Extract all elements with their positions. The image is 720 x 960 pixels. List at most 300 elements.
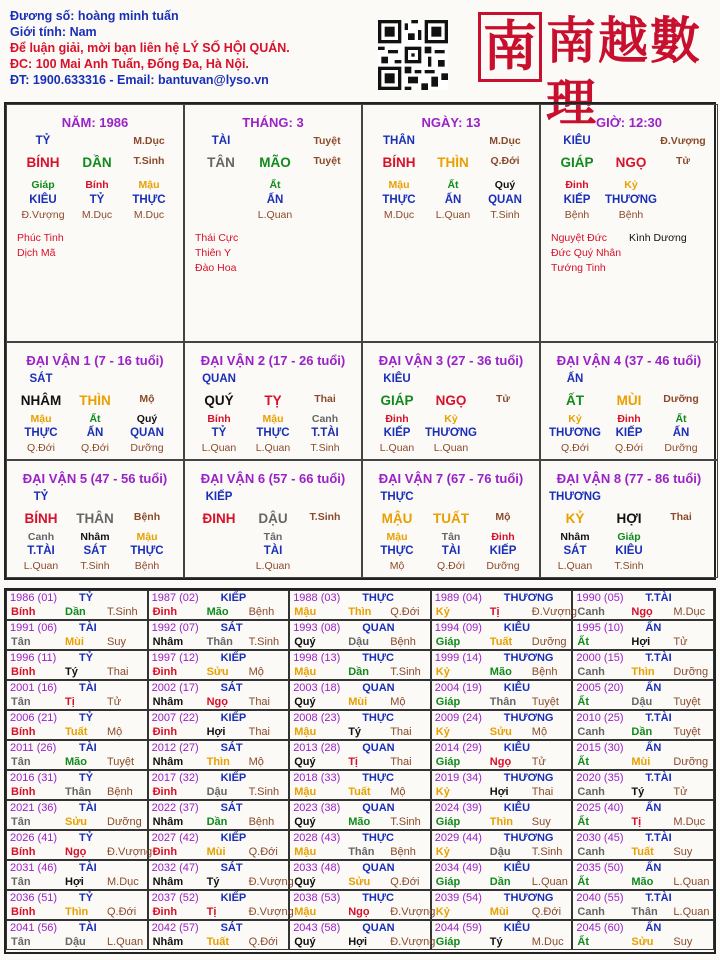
year-stage: L.Quan bbox=[107, 936, 144, 948]
dai-van-cell bbox=[184, 460, 362, 578]
year-cell bbox=[431, 800, 573, 830]
year-cell bbox=[572, 800, 714, 830]
year-cell bbox=[6, 890, 148, 920]
year-label: 1989 (04) bbox=[434, 592, 482, 604]
pillar-branch-stage: Q.Đới bbox=[490, 155, 520, 167]
hidden-stem: Kỷ bbox=[568, 413, 582, 425]
year-label: 2010 (25) bbox=[576, 712, 624, 724]
year-label: 2000 (15) bbox=[576, 652, 624, 664]
year-god: ẤN bbox=[645, 742, 662, 754]
hidden-god: T.TÀI bbox=[27, 545, 55, 557]
hidden-god: THỰC bbox=[256, 427, 290, 439]
star-list bbox=[551, 231, 621, 276]
pillar-stem: GIÁP bbox=[560, 155, 594, 170]
year-cell bbox=[431, 590, 577, 620]
year-stem: Tân bbox=[11, 696, 31, 708]
year-stage: Đ.Vượng bbox=[390, 936, 436, 948]
star-list bbox=[17, 231, 64, 261]
year-stem: Đinh bbox=[152, 906, 178, 918]
year-cell bbox=[431, 710, 573, 740]
year-cell bbox=[431, 920, 573, 950]
year-god: ẤN bbox=[645, 862, 662, 874]
hidden-stem: Bính bbox=[85, 179, 109, 191]
year-label: 2034 (49) bbox=[434, 862, 482, 874]
year-stage: Suy bbox=[673, 936, 693, 948]
hidden-god: THỰC bbox=[24, 427, 58, 439]
year-stage: Đ.Vượng bbox=[531, 606, 577, 618]
year-god: THƯƠNG bbox=[503, 772, 554, 784]
year-stem: Nhâm bbox=[152, 696, 184, 708]
year-cell bbox=[148, 770, 290, 800]
year-cell bbox=[148, 800, 290, 830]
year-branch: Tý bbox=[206, 876, 220, 888]
year-label: 2016 (31) bbox=[10, 772, 58, 784]
hidden-stem: Canh bbox=[311, 413, 339, 425]
hidden-stem: Đinh bbox=[385, 413, 409, 425]
star-item: Đức Quý Nhân bbox=[551, 247, 622, 259]
year-god: TÀI bbox=[79, 922, 97, 934]
year-stem: Bính bbox=[11, 666, 36, 678]
year-god: KIẾP bbox=[220, 652, 247, 664]
year-stem: Canh bbox=[577, 726, 605, 738]
year-label: 2005 (20) bbox=[576, 682, 624, 694]
owner-gender: Giới tính: Nam bbox=[10, 25, 97, 39]
year-stage: Bệnh bbox=[248, 606, 275, 618]
year-label: 2041 (56) bbox=[10, 922, 58, 934]
yearly-table bbox=[4, 588, 716, 954]
hidden-god: THỰC bbox=[130, 545, 164, 557]
year-god: QUAN bbox=[362, 682, 395, 694]
year-label: 2028 (43) bbox=[293, 832, 341, 844]
year-stage: Đ.Vượng bbox=[248, 906, 294, 918]
year-god: KIẾP bbox=[220, 892, 247, 904]
dai-van-branch: HỢI bbox=[616, 511, 642, 526]
year-branch: Mão bbox=[489, 666, 512, 678]
dai-van-cell bbox=[540, 342, 718, 460]
year-god: THỰC bbox=[362, 772, 394, 784]
year-branch: Tị bbox=[206, 906, 217, 918]
hidden-stage: Bệnh bbox=[618, 209, 644, 221]
year-branch: Thân bbox=[206, 636, 233, 648]
year-god: KIÊU bbox=[503, 862, 531, 874]
year-label: 2043 (58) bbox=[293, 922, 341, 934]
year-label: 2002 (17) bbox=[151, 682, 199, 694]
year-cell bbox=[431, 650, 573, 680]
year-stem: Canh bbox=[577, 846, 605, 858]
year-stage: Suy bbox=[107, 636, 126, 648]
year-cell bbox=[289, 800, 431, 830]
year-cell bbox=[572, 920, 714, 950]
brand-logo: 南越數理 bbox=[546, 11, 702, 132]
year-stage: Bệnh bbox=[531, 666, 558, 678]
pillar-stage: Đ.Vượng bbox=[660, 135, 706, 147]
hidden-stage: L.Quan bbox=[557, 560, 593, 572]
year-cell bbox=[6, 680, 148, 710]
year-label: 2030 (45) bbox=[576, 832, 624, 844]
year-stem: Bính bbox=[11, 906, 36, 918]
pillar-branch-stage: Tử bbox=[675, 155, 691, 167]
hidden-god: T.TÀI bbox=[311, 427, 339, 439]
pillar-stage: Tuyệt bbox=[313, 135, 341, 147]
year-branch: Ngọ bbox=[489, 756, 512, 768]
year-branch: Hợi bbox=[206, 726, 226, 738]
year-label: 1997 (12) bbox=[151, 652, 199, 664]
year-branch: Tị bbox=[65, 696, 75, 708]
year-branch: Sửu bbox=[206, 666, 229, 678]
year-stem: Mậu bbox=[294, 606, 317, 618]
year-stem: Tân bbox=[11, 816, 31, 828]
year-label: 1990 (05) bbox=[576, 592, 624, 604]
year-label: 1999 (14) bbox=[434, 652, 482, 664]
year-stem: Giáp bbox=[435, 816, 461, 828]
hidden-stage: L.Quan bbox=[201, 442, 237, 454]
year-label: 2029 (44) bbox=[434, 832, 482, 844]
year-cell bbox=[289, 740, 431, 770]
hidden-god: THỰC bbox=[382, 194, 416, 206]
hidden-stem: Bính bbox=[207, 413, 231, 425]
year-label: 2001 (16) bbox=[10, 682, 58, 694]
year-god: TỶ bbox=[79, 892, 94, 904]
year-stage: Q.Đới bbox=[390, 606, 420, 618]
hidden-stage: Dưỡng bbox=[130, 442, 164, 454]
year-cell bbox=[572, 710, 714, 740]
year-god: THỰC bbox=[362, 652, 394, 664]
year-stage: Suy bbox=[531, 816, 551, 828]
year-stage: M.Dục bbox=[673, 606, 706, 618]
year-stage: Suy bbox=[673, 846, 693, 858]
dai-van-stage: Dưỡng bbox=[663, 393, 699, 405]
year-label: 2038 (53) bbox=[293, 892, 341, 904]
year-stem: Ất bbox=[577, 876, 589, 888]
dai-van-stem: ẤT bbox=[566, 393, 584, 408]
year-branch: Thìn bbox=[65, 906, 89, 918]
year-label: 2025 (40) bbox=[576, 802, 624, 814]
pillar-god: THÂN bbox=[383, 135, 415, 147]
pillar-stage: M.Dục bbox=[489, 135, 521, 147]
year-cell bbox=[6, 650, 148, 680]
year-label: 2004 (19) bbox=[434, 682, 482, 694]
year-branch: Dần bbox=[631, 726, 653, 738]
year-cell bbox=[289, 590, 431, 620]
year-god: THƯƠNG bbox=[503, 592, 554, 604]
dai-van-god: THƯƠNG bbox=[549, 491, 601, 503]
dai-van-branch: THÂN bbox=[76, 511, 114, 526]
dai-van-stem: ĐINH bbox=[202, 511, 236, 526]
year-stem: Ất bbox=[577, 696, 589, 708]
hidden-stem: Mậu bbox=[262, 413, 284, 425]
hidden-god: TÀI bbox=[263, 545, 283, 557]
year-branch: Dần bbox=[65, 606, 86, 618]
year-label: 2044 (59) bbox=[434, 922, 482, 934]
year-label: 2036 (51) bbox=[10, 892, 58, 904]
year-label: 2012 (27) bbox=[151, 742, 199, 754]
hidden-stem: Ất bbox=[89, 413, 101, 425]
year-branch: Thân bbox=[65, 786, 92, 798]
pillar-stem: BÍNH bbox=[382, 155, 416, 170]
dai-van-god: QUAN bbox=[202, 373, 236, 385]
dai-van-stem: BÍNH bbox=[24, 511, 58, 526]
hidden-stem: Nhâm bbox=[80, 531, 110, 543]
pillar-cell bbox=[6, 104, 184, 342]
year-cell bbox=[289, 770, 431, 800]
year-stem: Mậu bbox=[294, 906, 317, 918]
dai-van-cell bbox=[362, 342, 540, 460]
year-god: ẤN bbox=[645, 922, 662, 934]
year-stage: Thai bbox=[531, 786, 554, 798]
year-stem: Canh bbox=[577, 606, 605, 618]
year-cell bbox=[431, 890, 573, 920]
year-stem: Đinh bbox=[152, 606, 178, 618]
year-stage: Q.Đới bbox=[107, 906, 137, 918]
hidden-stage: Bệnh bbox=[564, 209, 590, 221]
year-label: 2021 (36) bbox=[10, 802, 58, 814]
year-stage: Tử bbox=[107, 696, 122, 708]
pillar-stage: M.Dục bbox=[133, 135, 165, 147]
year-cell bbox=[148, 740, 290, 770]
year-stage: L.Quan bbox=[673, 876, 710, 888]
year-stage: M.Dục bbox=[107, 876, 139, 888]
year-label: 1986 (01) bbox=[10, 592, 58, 604]
year-stage: Bệnh bbox=[248, 816, 275, 828]
year-stem: Bính bbox=[11, 606, 36, 618]
dai-van-god: SÁT bbox=[29, 373, 53, 385]
year-label: 2017 (32) bbox=[151, 772, 199, 784]
year-cell bbox=[572, 590, 714, 620]
year-label: 1994 (09) bbox=[434, 622, 482, 634]
year-god: TÀI bbox=[79, 802, 97, 814]
year-branch: Dậu bbox=[65, 936, 86, 948]
dai-van-branch: NGỌ bbox=[435, 393, 467, 408]
year-stem: Quý bbox=[294, 816, 316, 828]
hidden-stage: Đ.Vượng bbox=[21, 209, 65, 221]
year-cell bbox=[6, 620, 148, 650]
year-god: T.TÀI bbox=[645, 772, 672, 784]
year-branch: Mão bbox=[631, 876, 654, 888]
year-stem: Kỷ bbox=[435, 906, 450, 918]
dai-van-stage: Mộ bbox=[139, 393, 155, 405]
hidden-stem: Mậu bbox=[388, 179, 410, 191]
year-stage: Dưỡng bbox=[673, 666, 709, 678]
year-stem: Nhâm bbox=[152, 636, 184, 648]
year-stem: Quý bbox=[294, 936, 316, 948]
year-stem: Kỷ bbox=[435, 846, 450, 858]
year-label: 2009 (24) bbox=[434, 712, 482, 724]
year-cell bbox=[6, 770, 148, 800]
star-item: Phúc Tinh bbox=[17, 232, 64, 244]
hidden-stem: Ất bbox=[447, 179, 459, 191]
year-stem: Bính bbox=[11, 726, 36, 738]
hidden-stem: Mậu bbox=[386, 531, 408, 543]
dai-van-title: ĐẠI VẬN 4 (37 - 46 tuổi) bbox=[556, 353, 702, 368]
year-label: 1991 (06) bbox=[10, 622, 58, 634]
hidden-stage: Mộ bbox=[389, 560, 405, 572]
dai-van-title: ĐẠI VẬN 6 (57 - 66 tuổi) bbox=[200, 471, 346, 486]
year-god: THƯƠNG bbox=[503, 652, 554, 664]
hidden-god: THƯƠNG bbox=[549, 427, 601, 439]
year-stage: Tuyệt bbox=[107, 756, 135, 768]
year-cell bbox=[148, 620, 290, 650]
hidden-stem: Ất bbox=[269, 179, 281, 191]
year-branch: Hợi bbox=[348, 936, 368, 948]
dai-van-god: ẤN bbox=[566, 373, 584, 385]
year-cell bbox=[431, 770, 573, 800]
year-cell bbox=[289, 680, 431, 710]
year-stage: Mộ bbox=[248, 666, 264, 678]
hidden-stage: Dưỡng bbox=[664, 442, 698, 454]
hidden-god: KIẾP bbox=[383, 427, 411, 439]
year-cell bbox=[431, 620, 573, 650]
year-stem: Ất bbox=[577, 636, 589, 648]
year-stem: Quý bbox=[294, 756, 316, 768]
dai-van-title: ĐẠI VẬN 1 (7 - 16 tuổi) bbox=[26, 353, 164, 368]
year-label: 2023 (38) bbox=[293, 802, 341, 814]
year-stage: Tuyệt bbox=[673, 726, 701, 738]
hidden-stage: L.Quan bbox=[433, 442, 469, 454]
year-cell bbox=[431, 860, 573, 890]
year-stage: T.Sinh bbox=[248, 636, 280, 648]
year-stem: Tân bbox=[11, 756, 31, 768]
year-label: 2022 (37) bbox=[151, 802, 199, 814]
year-stem: Mậu bbox=[294, 786, 317, 798]
hidden-stage: L.Quan bbox=[379, 442, 415, 454]
year-label: 2007 (22) bbox=[151, 712, 199, 724]
year-branch: Dần bbox=[489, 876, 511, 888]
dai-van-stage: Thai bbox=[670, 511, 692, 523]
year-stage: Q.Đới bbox=[531, 906, 562, 918]
year-stage: Dưỡng bbox=[531, 636, 567, 648]
dai-van-god: KIÊU bbox=[383, 373, 411, 385]
hidden-god: THƯƠNG bbox=[425, 427, 477, 439]
year-branch: Dậu bbox=[348, 636, 369, 648]
year-cell bbox=[572, 770, 714, 800]
hidden-stage: Q.Đới bbox=[561, 442, 589, 454]
pillar-god: TÀI bbox=[211, 135, 231, 147]
year-stage: M.Dục bbox=[531, 936, 564, 948]
dai-van-stem: NHÂM bbox=[20, 393, 62, 408]
year-cell bbox=[289, 890, 436, 920]
phone-email-line: ĐT: 1900.633316 - Email: bantuvan@lyso.vn bbox=[10, 73, 269, 87]
pillar-title: THÁNG: 3 bbox=[242, 115, 304, 130]
year-cell bbox=[572, 680, 714, 710]
year-branch: Sửu bbox=[65, 816, 88, 828]
year-branch: Sửu bbox=[631, 936, 654, 948]
pillar-branch-stage: T.Sinh bbox=[133, 155, 165, 167]
hidden-stem: Đinh bbox=[565, 179, 589, 191]
year-stem: Kỷ bbox=[435, 666, 450, 678]
hidden-god: ẤN bbox=[266, 194, 284, 206]
year-stage: Q.Đới bbox=[248, 936, 278, 948]
pillar-cell bbox=[184, 104, 362, 342]
year-stem: Nhâm bbox=[152, 756, 184, 768]
hidden-stage: M.Dục bbox=[383, 209, 415, 221]
year-stem: Ất bbox=[577, 756, 589, 768]
pillar-branch: DẦN bbox=[82, 155, 112, 170]
dai-van-stage: T.Sinh bbox=[309, 511, 341, 523]
dai-van-branch: MÙI bbox=[616, 393, 642, 408]
dai-van-title: ĐẠI VẬN 2 (17 - 26 tuổi) bbox=[200, 353, 346, 368]
hidden-stage: T.Sinh bbox=[80, 560, 110, 572]
year-stage: Bệnh bbox=[390, 846, 416, 858]
year-cell bbox=[289, 920, 436, 950]
year-god: KIẾP bbox=[220, 592, 247, 604]
dai-van-god: TỶ bbox=[33, 491, 49, 503]
hidden-stage: Q.Đới bbox=[27, 442, 55, 454]
year-label: 2037 (52) bbox=[151, 892, 199, 904]
year-cell bbox=[148, 920, 290, 950]
hidden-god: THỰC bbox=[132, 194, 166, 206]
year-label: 2042 (57) bbox=[151, 922, 199, 934]
year-stage: Đ.Vượng bbox=[248, 876, 294, 888]
year-branch: Tý bbox=[631, 786, 645, 798]
year-label: 2027 (42) bbox=[151, 832, 199, 844]
year-god: SÁT bbox=[220, 862, 243, 874]
year-god: KIẾP bbox=[220, 832, 247, 844]
pillar-title: NGÀY: 13 bbox=[421, 115, 481, 130]
year-branch: Dậu bbox=[489, 846, 511, 858]
hidden-stage: L.Quan bbox=[257, 209, 293, 221]
year-god: TỶ bbox=[79, 592, 94, 604]
year-stem: Bính bbox=[11, 786, 36, 798]
year-god: QUAN bbox=[362, 862, 395, 874]
year-label: 1996 (11) bbox=[10, 652, 57, 664]
hidden-god: QUAN bbox=[488, 194, 522, 206]
red-seal-icon: 南 bbox=[478, 12, 542, 82]
year-god: SÁT bbox=[220, 742, 243, 754]
year-cell bbox=[6, 920, 148, 950]
year-stem: Kỷ bbox=[435, 726, 450, 738]
year-branch: Thân bbox=[348, 846, 375, 858]
year-cell bbox=[431, 740, 573, 770]
year-stage: Mộ bbox=[390, 696, 406, 708]
year-branch: Thìn bbox=[489, 816, 514, 828]
year-god: ẤN bbox=[645, 682, 662, 694]
year-stem: Nhâm bbox=[152, 816, 184, 828]
dai-van-title: ĐẠI VẬN 5 (47 - 56 tuổi) bbox=[22, 471, 168, 486]
hidden-stem: Mậu bbox=[136, 531, 158, 543]
year-branch: Dậu bbox=[631, 696, 653, 708]
year-stem: Giáp bbox=[435, 876, 461, 888]
year-god: ẤN bbox=[645, 802, 662, 814]
year-stage: Đ.Vượng bbox=[107, 846, 153, 858]
year-stem: Quý bbox=[294, 696, 316, 708]
dai-van-stage: Tử bbox=[495, 393, 511, 405]
year-label: 1993 (08) bbox=[293, 622, 341, 634]
pillar-cell bbox=[362, 104, 540, 342]
year-stem: Đinh bbox=[152, 726, 178, 738]
year-god: TỶ bbox=[79, 832, 94, 844]
hidden-stage: T.Sinh bbox=[310, 442, 340, 454]
year-stage: Dưỡng bbox=[107, 816, 142, 828]
hidden-god: KIẾP bbox=[615, 427, 643, 439]
year-god: KIẾP bbox=[220, 712, 247, 724]
hidden-stem: Mậu bbox=[30, 413, 52, 425]
year-cell bbox=[431, 830, 573, 860]
year-stem: Nhâm bbox=[152, 876, 184, 888]
hidden-stem: Nhâm bbox=[560, 531, 590, 543]
hidden-god: KIÊU bbox=[29, 194, 57, 206]
year-god: KIÊU bbox=[503, 802, 531, 814]
year-label: 2040 (55) bbox=[576, 892, 624, 904]
year-god: THƯƠNG bbox=[503, 892, 554, 904]
hidden-stage: T.Sinh bbox=[490, 209, 520, 221]
year-branch: Thân bbox=[631, 906, 658, 918]
year-stem: Quý bbox=[294, 636, 316, 648]
year-stage: Mộ bbox=[531, 726, 548, 738]
hidden-stage: Q.Đới bbox=[437, 560, 465, 572]
year-stem: Đinh bbox=[152, 846, 178, 858]
hidden-stem: Quý bbox=[494, 179, 516, 191]
year-god: KIẾP bbox=[220, 772, 247, 784]
